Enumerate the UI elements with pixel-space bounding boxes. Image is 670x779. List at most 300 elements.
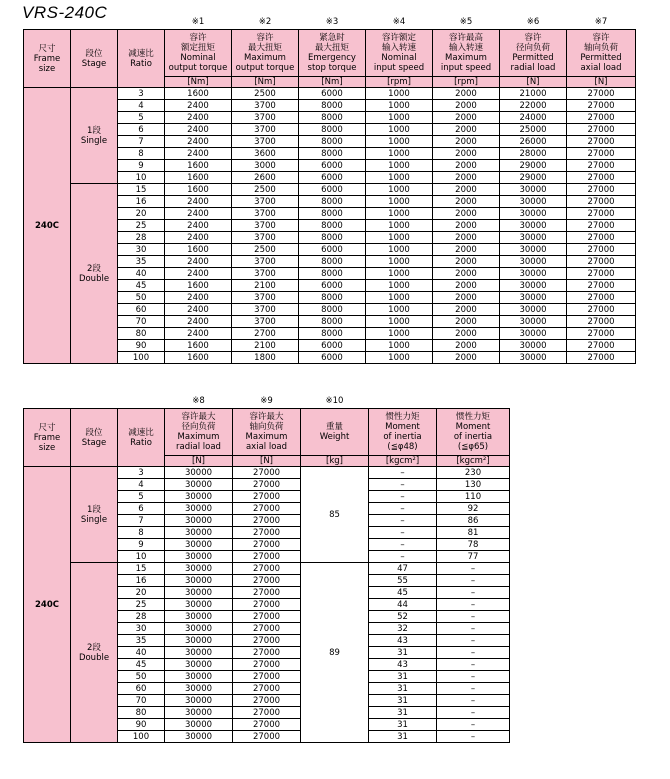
ratio-cell: 90: [118, 340, 165, 352]
header-row: [24, 409, 510, 456]
value-cell: 30000: [165, 671, 233, 683]
ratio-cell: 9: [118, 539, 165, 551]
unit-label: [N]: [233, 456, 301, 467]
header-line: Nominal: [381, 53, 417, 63]
value-cell: 1000: [366, 136, 433, 148]
footnote-mark: ※2: [258, 16, 272, 27]
header-line: Frame: [33, 432, 61, 443]
header-line: 输入转速: [381, 43, 416, 53]
value-cell: 1600: [165, 184, 232, 196]
table-row: [24, 184, 636, 196]
value-cell: 8000: [299, 208, 366, 220]
value-cell: –: [369, 515, 437, 527]
value-cell: 77: [437, 551, 510, 563]
weight-cell: 89: [301, 563, 369, 743]
note-blank: [118, 393, 165, 409]
value-cell: 1000: [366, 148, 433, 160]
value-cell: 27000: [567, 148, 636, 160]
unit-label: [Nm]: [232, 77, 299, 88]
value-cell: 2100: [232, 280, 299, 292]
value-cell: 30000: [165, 515, 233, 527]
value-cell: 2000: [433, 352, 500, 364]
value-cell: 3700: [232, 304, 299, 316]
value-cell: 3000: [232, 160, 299, 172]
note-blank: [71, 393, 118, 409]
header-line: Maximum: [245, 432, 288, 442]
column-header: [165, 30, 232, 77]
unit-label: [Nm]: [165, 77, 232, 88]
header-line: 轴向负荷: [583, 43, 618, 53]
value-cell: 27000: [233, 491, 301, 503]
header-line: Moment: [385, 422, 420, 432]
value-cell: 27000: [233, 623, 301, 635]
value-cell: 2400: [165, 208, 232, 220]
value-cell: –: [369, 539, 437, 551]
value-cell: 27000: [567, 304, 636, 316]
value-cell: 3700: [232, 256, 299, 268]
value-cell: 2000: [433, 268, 500, 280]
header-line: 容许: [256, 33, 274, 43]
ratio-cell: 16: [118, 575, 165, 587]
value-cell: 30000: [500, 184, 567, 196]
ratio-cell: 80: [118, 328, 165, 340]
ratio-cell: 7: [118, 515, 165, 527]
value-cell: 27000: [233, 503, 301, 515]
unit-label: [N]: [567, 77, 636, 88]
value-cell: 21000: [500, 88, 567, 100]
header-line: stop torque: [307, 63, 357, 73]
footnote-mark: ※3: [325, 16, 339, 27]
value-cell: 1600: [165, 88, 232, 100]
column-header: [301, 409, 369, 456]
ratio-cell: 25: [118, 599, 165, 611]
value-cell: 6000: [299, 244, 366, 256]
ratio-cell: 6: [118, 124, 165, 136]
header-line: Maximum: [244, 53, 286, 63]
value-cell: 2400: [165, 256, 232, 268]
value-cell: 28000: [500, 148, 567, 160]
value-cell: 6000: [299, 340, 366, 352]
value-cell: 8000: [299, 136, 366, 148]
value-cell: 30000: [165, 527, 233, 539]
header-line: 段位: [85, 427, 103, 438]
value-cell: 27000: [233, 551, 301, 563]
header-line: Ratio: [130, 58, 152, 69]
value-cell: –: [437, 731, 510, 743]
value-cell: 2500: [232, 184, 299, 196]
value-cell: 27000: [567, 340, 636, 352]
stage-cell: [71, 563, 118, 743]
ratio-cell: 70: [118, 695, 165, 707]
ratio-cell: 20: [118, 208, 165, 220]
ratio-cell: 10: [118, 172, 165, 184]
value-cell: 27000: [567, 112, 636, 124]
note-blank: [24, 14, 71, 30]
stage-jp: 2段: [87, 263, 101, 274]
value-cell: 1000: [366, 220, 433, 232]
value-cell: 30000: [165, 659, 233, 671]
value-cell: 2000: [433, 184, 500, 196]
value-cell: 27000: [233, 683, 301, 695]
value-cell: 1600: [165, 340, 232, 352]
header-ratio: [118, 409, 165, 467]
note-row: [24, 14, 636, 30]
value-cell: 1000: [366, 88, 433, 100]
value-cell: 30000: [500, 280, 567, 292]
ratio-cell: 3: [118, 88, 165, 100]
value-cell: 3700: [232, 100, 299, 112]
value-cell: 1000: [366, 280, 433, 292]
value-cell: 27000: [567, 280, 636, 292]
value-cell: 8000: [299, 220, 366, 232]
value-cell: 30000: [500, 340, 567, 352]
value-cell: –: [369, 467, 437, 479]
ratio-cell: 45: [118, 659, 165, 671]
column-header: [366, 30, 433, 77]
value-cell: 1000: [366, 184, 433, 196]
note-blank: [118, 14, 165, 30]
ratio-cell: 8: [118, 148, 165, 160]
value-cell: 27000: [233, 467, 301, 479]
value-cell: –: [437, 575, 510, 587]
column-header: [232, 30, 299, 77]
value-cell: 8000: [299, 328, 366, 340]
header-line: 容许: [189, 33, 207, 43]
header-stage: [71, 409, 118, 467]
stage-en: Double: [78, 652, 110, 663]
value-cell: 2400: [165, 124, 232, 136]
value-cell: 30000: [165, 599, 233, 611]
value-cell: 27000: [567, 256, 636, 268]
value-cell: 3700: [232, 268, 299, 280]
footnote-mark: ※1: [191, 16, 205, 27]
value-cell: 2400: [165, 136, 232, 148]
value-cell: –: [437, 671, 510, 683]
value-cell: 2400: [165, 304, 232, 316]
value-cell: –: [369, 527, 437, 539]
value-cell: 230: [437, 467, 510, 479]
value-cell: 27000: [233, 479, 301, 491]
note-blank: [24, 393, 71, 409]
value-cell: 30000: [165, 731, 233, 743]
value-cell: 30000: [500, 328, 567, 340]
value-cell: 8000: [299, 148, 366, 160]
value-cell: 30000: [165, 467, 233, 479]
value-cell: –: [437, 587, 510, 599]
value-cell: 27000: [567, 124, 636, 136]
unit-label: [rpm]: [366, 77, 433, 88]
value-cell: 8000: [299, 316, 366, 328]
header-line: 重量: [325, 422, 343, 432]
header-line: output torque: [168, 63, 228, 73]
value-cell: 31: [369, 719, 437, 731]
unit-label: [rpm]: [433, 77, 500, 88]
value-cell: 29000: [500, 160, 567, 172]
footnote-mark: [437, 393, 510, 409]
value-cell: 27000: [567, 208, 636, 220]
header-line: output torque: [235, 63, 295, 73]
value-cell: 43: [369, 659, 437, 671]
value-cell: –: [369, 551, 437, 563]
unit-label: [N]: [165, 456, 233, 467]
value-cell: 2500: [232, 244, 299, 256]
value-cell: 27000: [567, 232, 636, 244]
ratio-cell: 50: [118, 671, 165, 683]
value-cell: 2400: [165, 268, 232, 280]
value-cell: 26000: [500, 136, 567, 148]
ratio-cell: 35: [118, 635, 165, 647]
value-cell: 1800: [232, 352, 299, 364]
ratio-cell: 15: [118, 184, 165, 196]
value-cell: 2000: [433, 328, 500, 340]
value-cell: 44: [369, 599, 437, 611]
value-cell: 2000: [433, 340, 500, 352]
stage-en: Single: [80, 514, 108, 525]
value-cell: 2000: [433, 136, 500, 148]
page-title: VRS-240C: [22, 3, 108, 22]
ratio-cell: 28: [118, 611, 165, 623]
value-cell: 81: [437, 527, 510, 539]
value-cell: 6000: [299, 352, 366, 364]
value-cell: 30000: [500, 208, 567, 220]
value-cell: 8000: [299, 268, 366, 280]
column-header: [500, 30, 567, 77]
header-ratio: [118, 30, 165, 88]
value-cell: 1000: [366, 208, 433, 220]
header-line: Emergency: [308, 53, 356, 63]
value-cell: 30000: [500, 244, 567, 256]
value-cell: 1600: [165, 172, 232, 184]
value-cell: 24000: [500, 112, 567, 124]
header-stage: [71, 30, 118, 88]
ratio-cell: 10: [118, 551, 165, 563]
column-header: [433, 30, 500, 77]
value-cell: 27000: [233, 539, 301, 551]
spec-table-performance: [23, 14, 636, 364]
unit-label: [kg]: [301, 456, 369, 467]
value-cell: 8000: [299, 112, 366, 124]
value-cell: –: [437, 611, 510, 623]
header-line: 容许: [592, 33, 610, 43]
value-cell: –: [437, 659, 510, 671]
value-cell: –: [437, 623, 510, 635]
value-cell: 3700: [232, 196, 299, 208]
value-cell: 55: [369, 575, 437, 587]
header-line: 惯性力矩: [455, 412, 490, 422]
header-line: size: [38, 63, 56, 74]
value-cell: 3700: [232, 316, 299, 328]
stage-jp: 2段: [87, 642, 101, 653]
value-cell: 1600: [165, 352, 232, 364]
value-cell: –: [437, 599, 510, 611]
header-line: Permitted: [512, 53, 554, 63]
value-cell: 3700: [232, 232, 299, 244]
value-cell: 2000: [433, 220, 500, 232]
value-cell: 47: [369, 563, 437, 575]
value-cell: 30000: [500, 256, 567, 268]
value-cell: 6000: [299, 160, 366, 172]
header-line: 容许额定: [381, 33, 416, 43]
value-cell: 27000: [567, 88, 636, 100]
value-cell: 22000: [500, 100, 567, 112]
stage-en: Double: [78, 273, 110, 284]
stage-jp: 1段: [87, 125, 101, 136]
value-cell: 31: [369, 707, 437, 719]
value-cell: 30000: [165, 611, 233, 623]
ratio-cell: 60: [118, 304, 165, 316]
value-cell: –: [369, 491, 437, 503]
value-cell: 27000: [233, 575, 301, 587]
stage-cell: [71, 184, 118, 364]
header-line: 额定扭矩: [180, 43, 215, 53]
header-line: of inertia: [453, 432, 493, 442]
ratio-cell: 30: [118, 244, 165, 256]
ratio-cell: 50: [118, 292, 165, 304]
value-cell: 27000: [233, 611, 301, 623]
header-line: 最大扭矩: [314, 43, 349, 53]
value-cell: 2400: [165, 328, 232, 340]
value-cell: 2000: [433, 256, 500, 268]
value-cell: 27000: [567, 160, 636, 172]
footnote-mark: ※8: [192, 395, 205, 406]
value-cell: 6000: [299, 172, 366, 184]
header-line: Nominal: [180, 53, 216, 63]
value-cell: 3700: [232, 292, 299, 304]
header-line: Maximum: [445, 53, 487, 63]
ratio-cell: 60: [118, 683, 165, 695]
value-cell: 25000: [500, 124, 567, 136]
value-cell: 8000: [299, 124, 366, 136]
frame-size-cell: 240C: [24, 467, 71, 743]
value-cell: 2100: [232, 340, 299, 352]
value-cell: 8000: [299, 292, 366, 304]
value-cell: 27000: [233, 731, 301, 743]
column-header: [437, 409, 510, 456]
header-line: input speed: [373, 63, 425, 73]
header-line: (≦φ65): [457, 442, 489, 452]
footnote-mark: ※7: [594, 16, 608, 27]
value-cell: 1600: [165, 280, 232, 292]
value-cell: 3600: [232, 148, 299, 160]
value-cell: 27000: [567, 268, 636, 280]
value-cell: 30000: [165, 647, 233, 659]
stage-en: Single: [80, 135, 108, 146]
ratio-cell: 40: [118, 647, 165, 659]
value-cell: 30000: [500, 220, 567, 232]
value-cell: 27000: [233, 719, 301, 731]
value-cell: 2400: [165, 196, 232, 208]
value-cell: 1000: [366, 232, 433, 244]
header-line: 容许最高: [448, 33, 483, 43]
header-line: Stage: [81, 58, 107, 69]
value-cell: 30000: [165, 719, 233, 731]
unit-label: [kgcm²]: [369, 456, 437, 467]
ratio-cell: 4: [118, 479, 165, 491]
header-line: 减速比: [128, 427, 154, 438]
header-line: axial load: [245, 442, 288, 452]
value-cell: 3700: [232, 124, 299, 136]
value-cell: 27000: [233, 599, 301, 611]
value-cell: 27000: [233, 671, 301, 683]
value-cell: 86: [437, 515, 510, 527]
value-cell: 30000: [500, 316, 567, 328]
value-cell: 27000: [567, 220, 636, 232]
ratio-cell: 4: [118, 100, 165, 112]
footnote-mark: ※10: [325, 395, 344, 406]
value-cell: –: [437, 719, 510, 731]
value-cell: 1000: [366, 196, 433, 208]
value-cell: 27000: [567, 196, 636, 208]
table-row: [24, 563, 510, 575]
value-cell: 2000: [433, 88, 500, 100]
value-cell: 2000: [433, 244, 500, 256]
header-line: 紧急时: [319, 33, 345, 43]
value-cell: 30000: [500, 268, 567, 280]
value-cell: 30000: [500, 352, 567, 364]
ratio-cell: 90: [118, 719, 165, 731]
column-header: [299, 30, 366, 77]
value-cell: 3700: [232, 208, 299, 220]
value-cell: 130: [437, 479, 510, 491]
column-header: [369, 409, 437, 456]
ratio-cell: 9: [118, 160, 165, 172]
unit-label: [Nm]: [299, 77, 366, 88]
ratio-cell: 40: [118, 268, 165, 280]
value-cell: 6000: [299, 184, 366, 196]
ratio-cell: 100: [118, 352, 165, 364]
value-cell: 2000: [433, 172, 500, 184]
header-row: [24, 30, 636, 77]
ratio-cell: 5: [118, 491, 165, 503]
value-cell: 1000: [366, 100, 433, 112]
value-cell: 31: [369, 695, 437, 707]
value-cell: 43: [369, 635, 437, 647]
ratio-cell: 8: [118, 527, 165, 539]
value-cell: 30000: [165, 479, 233, 491]
value-cell: 2000: [433, 208, 500, 220]
value-cell: 2400: [165, 232, 232, 244]
value-cell: 31: [369, 731, 437, 743]
value-cell: 29000: [500, 172, 567, 184]
value-cell: 27000: [233, 563, 301, 575]
header-line: Moment: [455, 422, 491, 432]
ratio-cell: 70: [118, 316, 165, 328]
value-cell: 2000: [433, 124, 500, 136]
ratio-cell: 35: [118, 256, 165, 268]
value-cell: 8000: [299, 256, 366, 268]
value-cell: 27000: [233, 635, 301, 647]
value-cell: 2000: [433, 148, 500, 160]
header-line: size: [38, 442, 56, 453]
value-cell: 27000: [567, 316, 636, 328]
value-cell: 2000: [433, 280, 500, 292]
value-cell: –: [437, 683, 510, 695]
value-cell: 1000: [366, 292, 433, 304]
value-cell: –: [437, 647, 510, 659]
value-cell: 30000: [165, 623, 233, 635]
header-line: 输入转速: [448, 43, 483, 53]
unit-label: [N]: [500, 77, 567, 88]
value-cell: 31: [369, 647, 437, 659]
value-cell: 2700: [232, 328, 299, 340]
value-cell: 27000: [233, 587, 301, 599]
value-cell: 2400: [165, 292, 232, 304]
header-line: Frame: [33, 53, 61, 64]
value-cell: 1000: [366, 244, 433, 256]
value-cell: 30000: [165, 707, 233, 719]
header-line: radial load: [510, 63, 556, 73]
header-line: radial load: [176, 442, 221, 452]
